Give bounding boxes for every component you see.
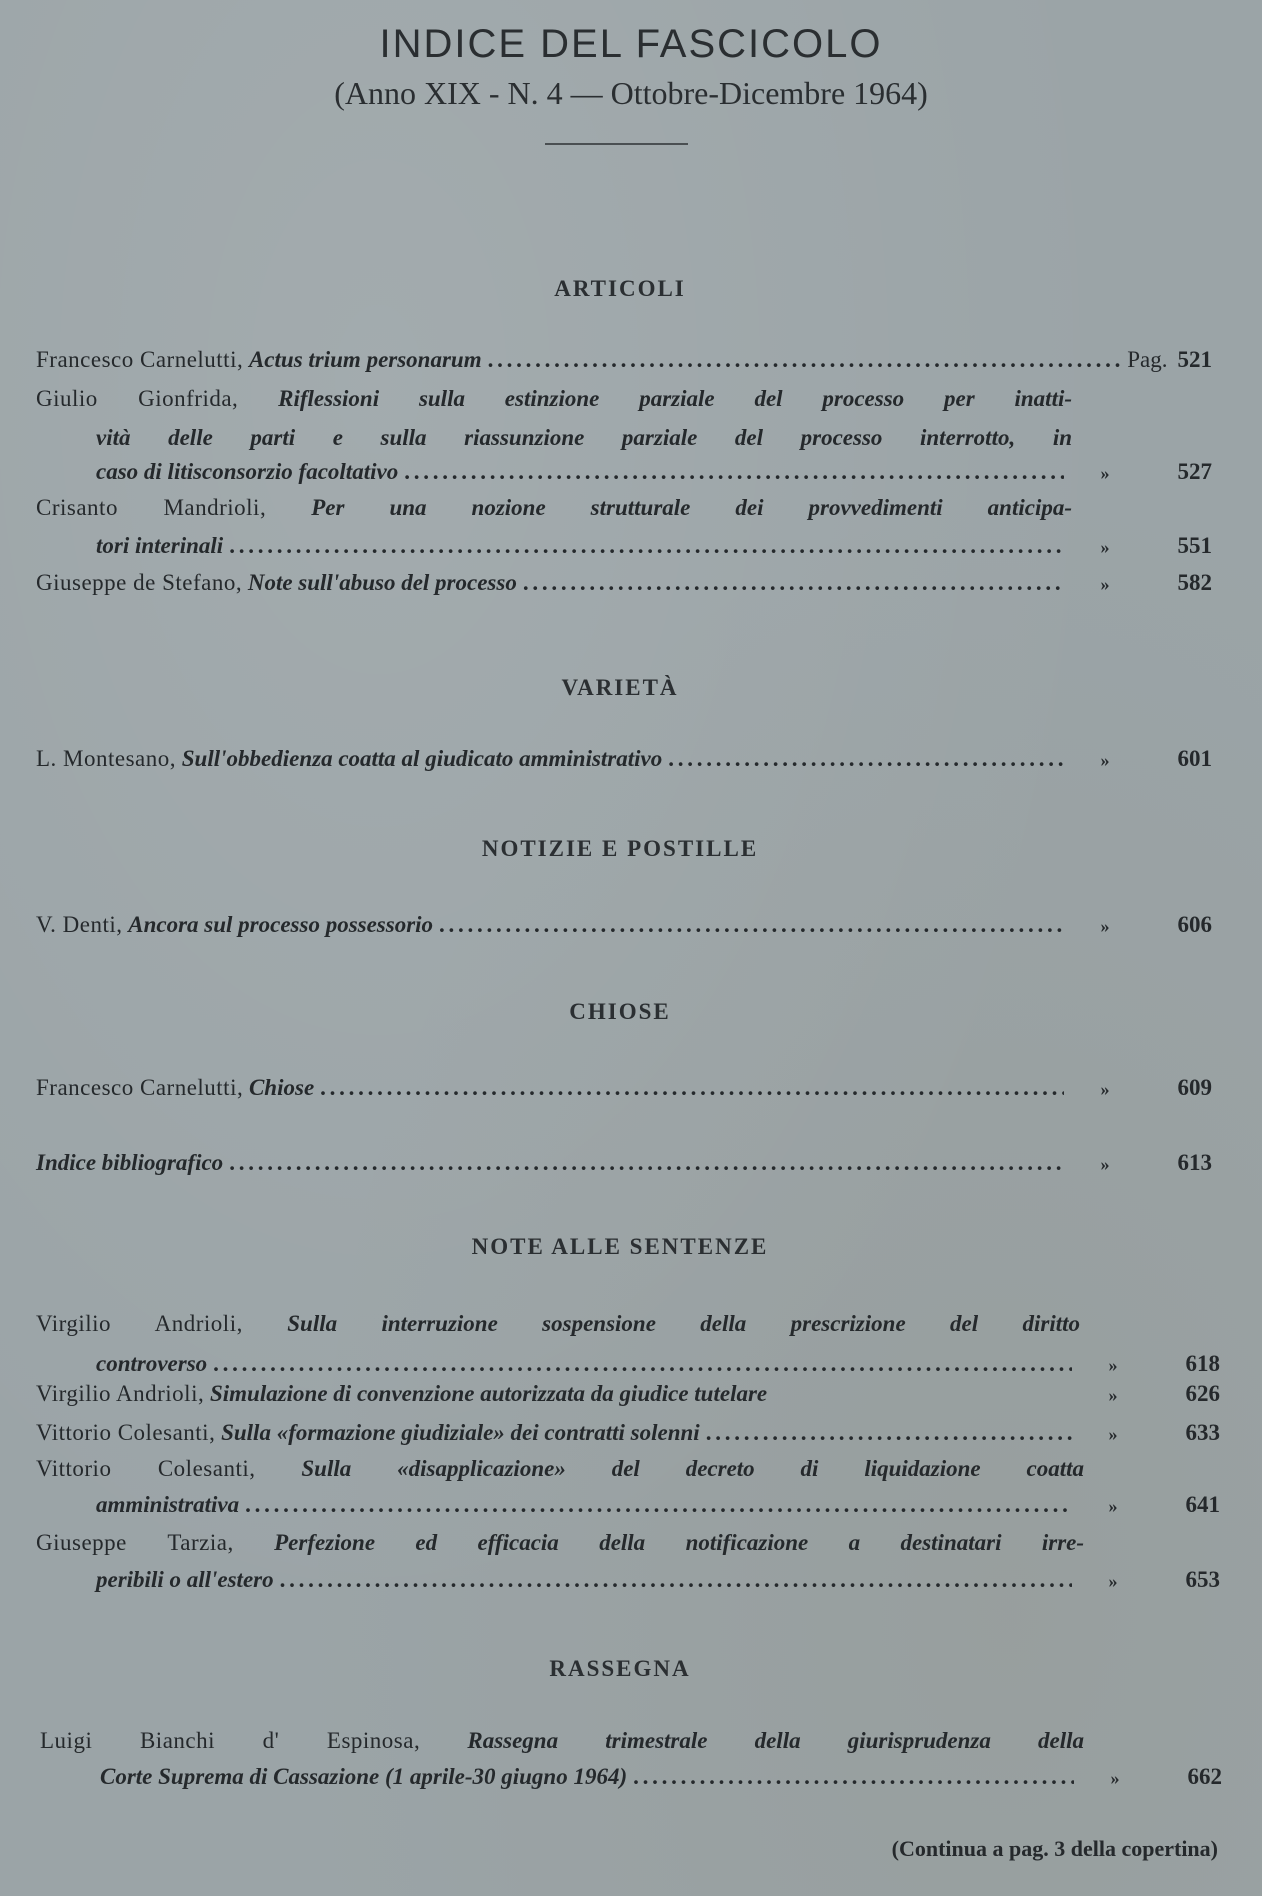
entry-last-line — [96, 531, 1212, 562]
ditto-marker: » — [1100, 537, 1110, 557]
leader-dots — [488, 345, 1122, 375]
entry-title: Chiose — [248, 1075, 315, 1100]
entry-title: Per una nozione strutturale dei provvedimenti anticipa- — [311, 495, 1072, 520]
section-heading-notizie: NOTIZIE E POSTILLE — [481, 836, 759, 861]
entry-title: Sulla interruzione sospensione della prescrizione del diritto — [287, 1311, 1080, 1336]
ditto-marker: » — [1100, 1079, 1110, 1099]
leader-dots — [404, 457, 1064, 487]
entry-last-line — [96, 1349, 1220, 1380]
leader-dots — [229, 1148, 1064, 1178]
entry-author: L. Montesano, — [36, 746, 177, 771]
entry-author: Giulio Gionfrida, — [36, 386, 239, 411]
entry-title: Ancora sul processo possessorio — [128, 912, 434, 937]
toc-entry — [36, 1454, 1084, 1484]
toc-entry — [36, 568, 1212, 599]
entry-author: Virgilio Andrioli, — [36, 1311, 243, 1336]
entry-page: 618 — [1185, 1351, 1220, 1376]
leader-dots — [280, 1565, 1072, 1595]
entry-page: 641 — [1185, 1492, 1220, 1517]
section-heading-rassegna: RASSEGNA — [549, 1656, 691, 1681]
entry-title: peribili o all'estero — [96, 1567, 274, 1592]
toc-entry — [36, 1073, 1212, 1104]
entry-author: Vittorio Colesanti, — [36, 1420, 216, 1445]
ditto-marker: » — [1108, 1424, 1118, 1444]
section-heading-varieta: VARIETÀ — [561, 675, 679, 700]
entry-author: Francesco Carnelutti, — [36, 1075, 244, 1100]
entry-title: tori interinali — [96, 533, 224, 558]
leader-dots — [633, 1762, 1074, 1792]
leader-dots — [229, 531, 1064, 561]
entry-page: 609 — [1177, 1075, 1212, 1100]
ditto-marker: » — [1108, 1571, 1118, 1591]
entry-page: 551 — [1177, 533, 1212, 558]
entry-title: controverso — [96, 1351, 208, 1376]
ditto-marker: » — [1100, 1154, 1110, 1174]
entry-author: Virgilio Andrioli, — [36, 1381, 205, 1406]
entry-page: 653 — [1185, 1567, 1220, 1592]
entry-page: 606 — [1177, 912, 1212, 937]
entry-title: Sulla «disapplicazione» del decreto di liquidazione coatta — [301, 1456, 1084, 1481]
leader-dots — [523, 568, 1064, 598]
ditto-marker: » — [1108, 1355, 1118, 1375]
entry-author: V. Denti, — [36, 912, 123, 937]
entry-title: Corte Suprema di Cassazione (1 aprile-30 giugno 1964) — [100, 1764, 628, 1789]
entry-author: Crisanto Mandrioli, — [36, 495, 267, 520]
entry-page: 613 — [1177, 1150, 1212, 1175]
toc-entry — [36, 1309, 1080, 1339]
ditto-marker: » — [1110, 1768, 1120, 1788]
toc-entry — [40, 1726, 1084, 1756]
section-heading-articoli: ARTICOLI — [554, 276, 686, 301]
entry-title: caso di litisconsorzio facoltativo — [96, 459, 399, 484]
section-heading-note: NOTE ALLE SENTENZE — [471, 1234, 769, 1259]
entry-title: vità delle parti e sulla riassunzione parziale del processo interrotto, in — [96, 425, 1072, 450]
ditto-marker: » — [1108, 1385, 1118, 1405]
leader-dots — [213, 1349, 1072, 1379]
issue-subtitle: (Anno XIX - N. 4 — Ottobre-Dicembre 1964) — [334, 75, 928, 111]
entry-page: 582 — [1177, 570, 1212, 595]
entry-title-continuation — [96, 423, 1072, 453]
entry-author: Giuseppe de Stefano, — [36, 570, 243, 595]
page-title: INDICE DEL FASCICOLO — [379, 22, 883, 66]
section-heading-chiose: CHIOSE — [569, 999, 671, 1024]
entry-last-line — [96, 1490, 1220, 1521]
entry-author: Luigi Bianchi d' Espinosa, — [40, 1728, 421, 1753]
entry-title: Actus trium personarum — [248, 347, 482, 372]
leader-dots — [706, 1418, 1072, 1448]
entry-title: Sulla «formazione giudiziale» dei contratti solenni — [221, 1420, 700, 1445]
entry-page: 527 — [1177, 459, 1212, 484]
entry-author: Francesco Carnelutti, — [36, 347, 244, 372]
ditto-marker: » — [1100, 463, 1110, 483]
toc-entry — [36, 1528, 1084, 1558]
entry-title: Perfezione ed efficacia della notificazione a destinatari irre- — [274, 1530, 1084, 1555]
entry-title: Indice bibliografico — [36, 1150, 224, 1175]
entry-page: 633 — [1185, 1420, 1220, 1445]
toc-entry — [36, 345, 1212, 375]
entry-last-line — [100, 1762, 1222, 1793]
leader-dots — [320, 1073, 1064, 1103]
ditto-marker: » — [1100, 574, 1110, 594]
entry-page: 662 — [1187, 1764, 1222, 1789]
continuation-note: (Continua a pag. 3 della copertina) — [891, 1836, 1218, 1861]
title-rule — [545, 143, 688, 145]
ditto-marker: » — [1108, 1496, 1118, 1516]
entry-last-line — [96, 1565, 1220, 1596]
toc-entry — [36, 1418, 1220, 1449]
entry-title: Simulazione di convenzione autorizzata da giudice tutelare — [209, 1381, 768, 1406]
entry-page: 626 — [1185, 1381, 1220, 1406]
page-marker: Pag. — [1127, 347, 1168, 372]
entry-page: 521 — [1177, 347, 1212, 372]
entry-last-line — [96, 457, 1212, 488]
toc-entry — [36, 493, 1072, 523]
toc-entry — [36, 1148, 1212, 1179]
toc-entry — [36, 744, 1212, 775]
entry-page: 601 — [1177, 746, 1212, 771]
entry-title: Note sull'abuso del processo — [247, 570, 517, 595]
entry-author: Vittorio Colesanti, — [36, 1456, 256, 1481]
entry-author: Giuseppe Tarzia, — [36, 1530, 234, 1555]
entry-title: amministrativa — [96, 1492, 240, 1517]
entry-title: Riflessioni sulla estinzione parziale del processo per inatti- — [278, 386, 1072, 411]
entry-title: Sull'obbedienza coatta al giudicato amministrativo — [181, 746, 663, 771]
leader-dots — [245, 1490, 1072, 1520]
entry-title: Rassegna trimestrale della giurisprudenza della — [467, 1728, 1084, 1753]
ditto-marker: » — [1100, 750, 1110, 770]
toc-entry — [36, 384, 1072, 414]
toc-entry — [36, 910, 1212, 941]
ditto-marker: » — [1100, 916, 1110, 936]
leader-dots — [439, 910, 1064, 940]
leader-dots — [668, 744, 1064, 774]
toc-entry — [36, 1379, 1220, 1410]
